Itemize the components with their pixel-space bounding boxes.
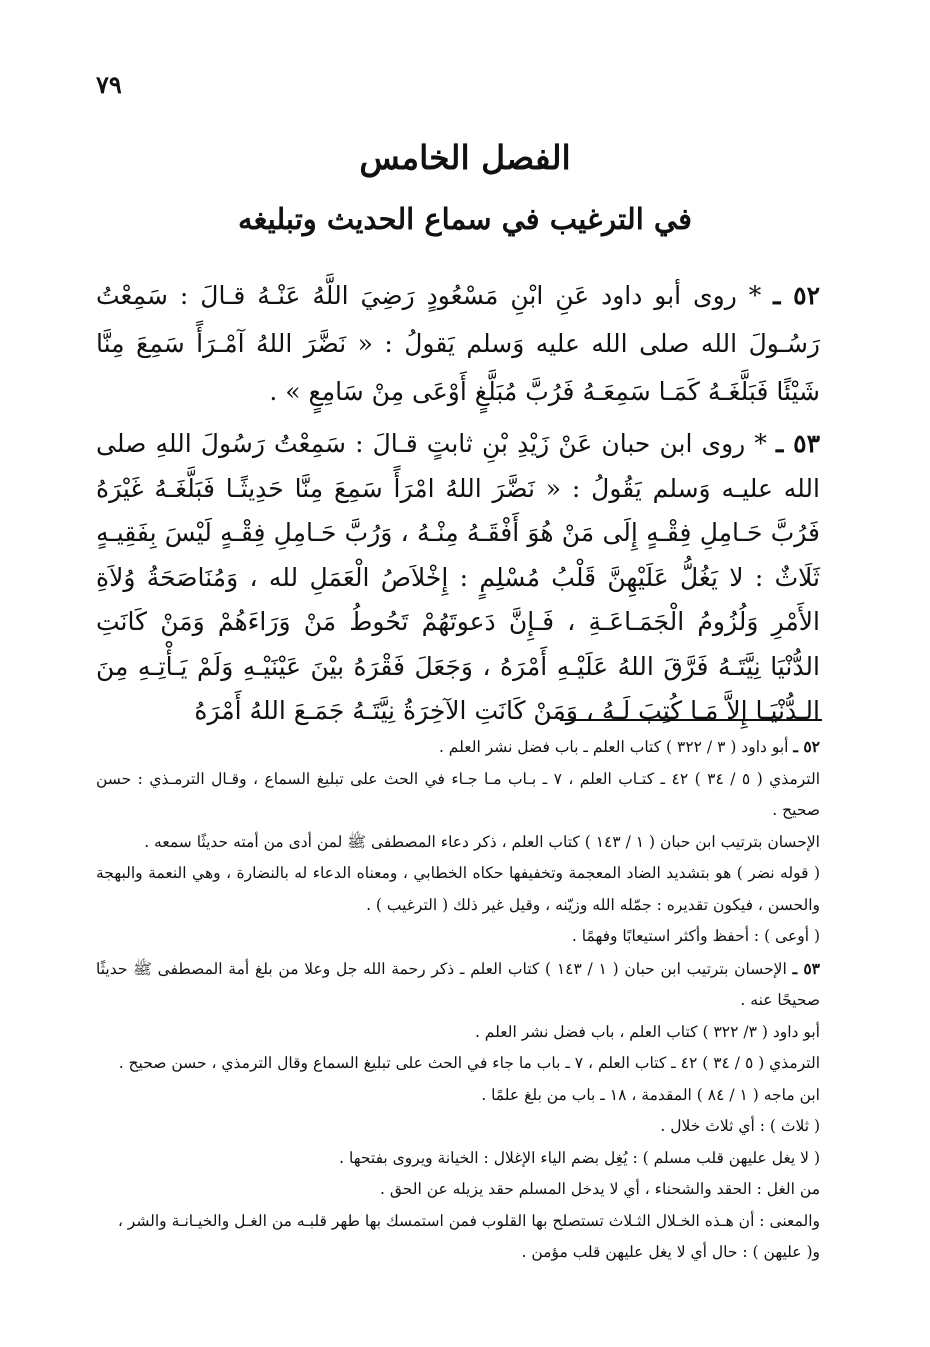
chapter-subtitle: في الترغيب في سماع الحديث وتبليغه [238, 202, 692, 236]
footnote [96, 1143, 820, 1175]
footnote-number: ٥٢ ـ [793, 737, 820, 756]
footnote-text: من الغل : الحقد والشحناء ، أي لا يدخل المسلم حقد يزيله عن الحق . [379, 1180, 820, 1198]
hadith-number: ٥٣ ـ [775, 429, 820, 458]
footnote [96, 764, 820, 827]
footnote [96, 1174, 820, 1206]
footnote-text: أبو داود ( ٣ / ٣٢٢ ) كتاب العلم ـ باب فضل نشر العلم . [438, 738, 789, 756]
footnote [96, 1111, 820, 1143]
footnote [96, 858, 820, 921]
footnote-text: ( ثلاث ) : أي ثلاث خلال . [660, 1117, 820, 1135]
footnote [96, 1017, 820, 1049]
footnote [96, 1080, 820, 1112]
footnote-text: ( أوعى ) : أحفظ وأكثر استيعابًا وفهمًا . [571, 927, 820, 945]
page-number: ٧٩ [96, 70, 122, 99]
footnote-text: الإحسان بترتيب ابن حبان ( ١ / ١٤٣ ) كتاب العلم ، ذكر دعاء المصطفى ﷺ لمن أدى من أمته حديثًا سمعه . [144, 832, 820, 851]
footnote [96, 1048, 820, 1080]
footnote-text: ( قوله نضر ) هو بتشديد الضاد المعجمة وتخفيفها حكاه الخطابي ، ومعناه الدعاء له بالنضارة ، وهي النعمة والبهجة والحسن ، فيكون تقديره : جمّله الله وزيّنه ، وقيل غير ذلك ( الترغيب ) . [96, 864, 820, 914]
footnote-divider [560, 719, 822, 721]
hadith-52 [96, 272, 820, 416]
footnote-text: ابن ماجه ( ١ / ٨٤ ) المقدمة ، ١٨ ـ باب من بلغ علمًا . [481, 1085, 820, 1104]
chapter-title: الفصل الخامس [359, 138, 571, 177]
hadith-text: * روى أبو داود عَنِ ابْنِ مَسْعُودٍ رَضِيَ اللَّهُ عَنْـهُ قـالَ : سَمِعْتُ رَسُـولَ الله صلى الله عليه وَسلم يَقولُ : « نَضَّرَ اللهُ آمْـرَأً سَمِعَ مِنَّا شَيْئًا فَبَلَّغَـهُ كَمَـا سَمِعَـهُ فَرُبَّ مُبَلَّغٍ أَوْعَى مِنْ سَامِعٍ » . [96, 281, 820, 406]
footnotes [96, 731, 820, 1269]
footnote-text: أبو داود ( ٣/ ٣٢٢ ) كتاب العلم ، باب فضل نشر العلم . [474, 1022, 820, 1041]
hadith-53 [96, 422, 820, 734]
footnote [96, 953, 820, 1017]
footnote-text: الإحسان بترتيب ابن حبان ( ١ / ١٤٣ ) كتاب العلم ـ ذكر رحمة الله جل وعلا من بلغ أمة المصطفى ﷺ حديثًا صحيحًا عنه . [96, 959, 820, 1009]
footnote-text: الترمذي ( ٥ / ٣٤ ) ٤٢ ـ كتـاب العلم ، ٧ ـ بـاب مـا جـاء في الحث على تبليغ السماع ، وقـال الترمـذي : حسن صحيح . [96, 769, 821, 819]
footnote-text: ( لا يغل عليهن قلب مسلم ) : يُغِل بضم الياء الإغلال : الخيانة ويروى بفتحها . [339, 1148, 820, 1167]
footnote [96, 921, 820, 953]
hadith-text: * روى ابن حبان عَنْ زَيْدِ بْنِ ثابتٍ قـالَ : سَمِعْتُ رَسُولَ اللهِ صلى الله عليـه وَسلم يَقُولُ : « نَضَّرَ اللهُ امْرَأً سَمِعَ مِنَّا حَدِيثًـا فَبَلَّغَـهُ غَيْرَهُ فَرُبَّ حَـامِلِ فِقْـهٍ إِلَى مَنْ هُوَ أَفْقَـهُ مِنْـهُ ، وَرُبَّ حَـامِلِ فِقْـهٍ لَيْسَ بِفَقِيـهٍ ثَلَاثٌ : لا يَغُلُّ عَلَيْهِنَّ قَلْبُ مُسْلِمٍ : إِخْلاَصُ الْعَمَلِ لله ، وَمُنَاصَحَةُ وُلاَةِ الأَمْرِ وَلُزُومُ الْجَمَـاعَـةِ ، فَـإِنَّ دَعوتَهُمْ تَحُوطُ مَنْ وَرَاءَهُمْ وَمَنْ كَانَتِ الدُّنْيَا نِيَّتَـهُ فَرَّقَ اللهُ عَلَيْـهِ أَمْرَهُ ، وَجَعَلَ فَقْرَهُ بيْنَ عَيْنَيْـهِ وَلَمْ يَـأْتِـهِ مِنَ الـدُّنْيَـا إِلاَّ مَـا كُتِبَ لَـهُ ، وَمَنْ كَانَتِ الآخِرَةُ نِيَّتَـهُ جَمَـعَ اللهُ أَمْرَهُ [96, 429, 820, 725]
footnote-text: الترمذي ( ٥ / ٣٤ ) ٤٢ ـ كتاب العلم ، ٧ ـ باب ما جاء في الحث على تبليغ السماع وقال الترمذي ، حسن صحيح . [118, 1054, 820, 1072]
footnote-text: و( عليهن ) : حال أي لا يغل عليهن قلب مؤمن . [521, 1243, 820, 1261]
footnote [96, 1206, 820, 1238]
footnote [96, 731, 820, 764]
hadith-number: ٥٢ ـ [773, 281, 821, 310]
footnote [96, 827, 820, 859]
footnote-text: والمعنى : أن هـذه الخـلال الثـلاث تستصلح بها القلوب فمن استمسك بها طهر قلبـه من الغـل والخيـانـة والشر ، [117, 1211, 820, 1230]
footnote-number: ٥٣ ـ [792, 958, 821, 978]
footnote [96, 1237, 820, 1269]
